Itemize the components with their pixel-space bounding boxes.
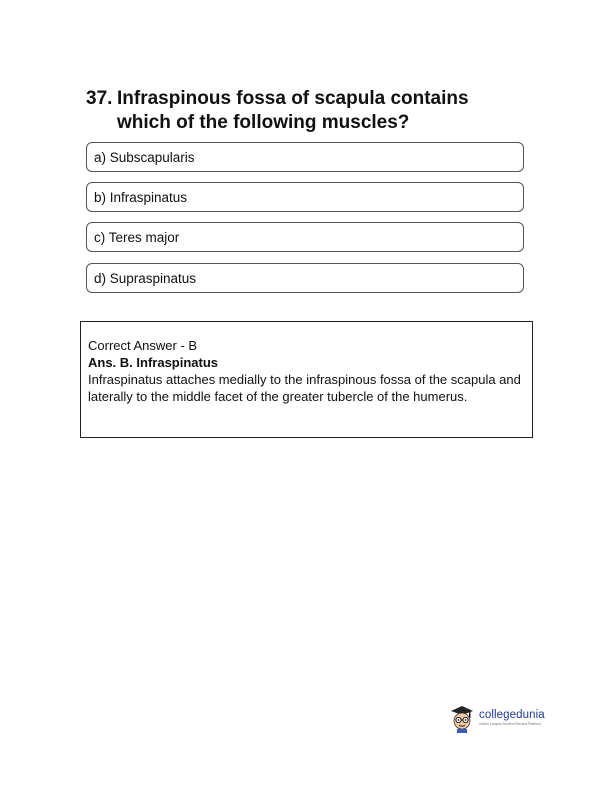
option-d[interactable]: d) Supraspinatus [86,263,524,293]
answer-title: Ans. B. Infraspinatus [88,355,219,370]
option-b[interactable]: b) Infraspinatus [86,182,524,212]
logo-name: collegedunia [479,709,545,721]
logo-tagline: India's Largest Student Review Platform [479,722,542,726]
question-text: Infraspinous fossa of scapula contains which of the following muscles? [117,88,469,133]
correct-answer-line: Correct Answer - B [88,338,198,353]
question-number: 37. [86,88,113,109]
graduate-mascot-icon [448,703,476,733]
collegedunia-logo [448,702,558,734]
answer-explanation: Infraspinatus attaches medially to the infraspinous fossa of the scapula and laterally to the middle facet of the greater tubercle of the humerus. [88,372,521,404]
question-heading [86,87,526,135]
option-c[interactable]: c) Teres major [86,222,524,252]
answer-box [80,321,533,438]
option-a[interactable]: a) Subscapularis [86,142,524,172]
